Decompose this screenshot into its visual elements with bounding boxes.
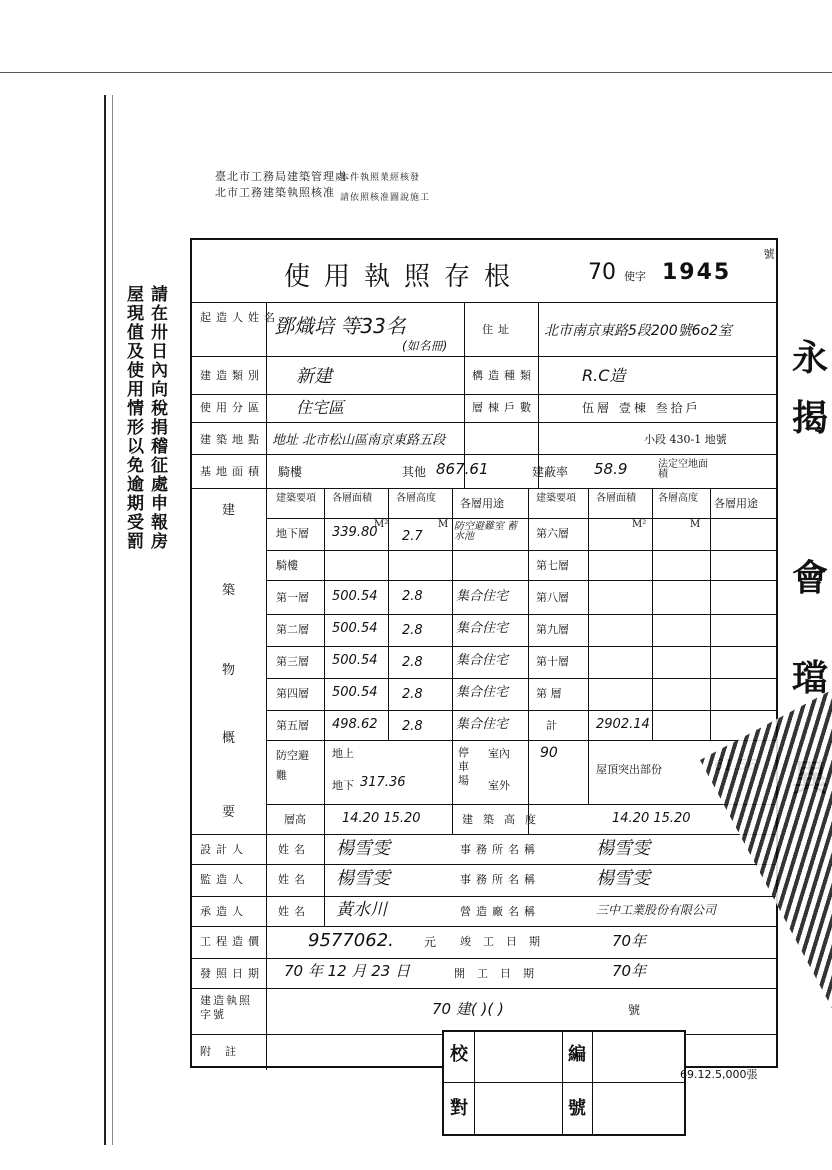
site-value: 地址 北市松山區南京東路五段 [272, 433, 446, 448]
owner-label: 起造人姓名 [200, 311, 280, 324]
cost-label: 工程造價 [200, 935, 264, 948]
floor-name: 第五層 [276, 719, 309, 732]
start-label: 開工日期 [454, 967, 546, 980]
check-stamp [442, 1030, 686, 1136]
units-value: 伍層 壹棟 叁拾戶 [582, 401, 701, 415]
floor-name: 地下層 [276, 527, 309, 540]
check-stamp-char: 編 [568, 1044, 586, 1065]
floor-height-label: 層高 [284, 813, 306, 826]
issue-value: 70 年 12 月 23 日 [284, 962, 411, 980]
form-number: 1945 [662, 260, 732, 285]
floors-header: 建築要項 [536, 493, 576, 504]
unit-mark: M² [632, 519, 647, 530]
floor-name: 第二層 [276, 623, 309, 636]
person-office: 楊雪雯 [596, 838, 650, 859]
floor-height: 2.8 [402, 687, 423, 702]
roof-label: 屋頂突出部份 [596, 763, 662, 776]
build-type-value: 新建 [296, 366, 332, 387]
site-lot: 小段 430-1 地號 [644, 433, 727, 446]
person-office: 楊雪雯 [596, 868, 650, 889]
person-name-label: 姓名 [278, 843, 310, 856]
header-stamp [215, 168, 430, 216]
right-glyph: 會 [792, 557, 829, 599]
person-office: 三中工業股份有限公司 [596, 903, 717, 917]
section-label-char: 建 [222, 503, 236, 518]
building-height-value: 14.20 15.20 [612, 811, 691, 826]
floors-header: 各層用途 [714, 497, 758, 510]
permit-value: 70 建( )( ) [432, 1000, 504, 1018]
start-value: 70年 [612, 962, 647, 980]
form-number-mid: 使字 [624, 270, 646, 283]
floors-header: 各層高度 [658, 493, 698, 504]
floors-header: 各層用途 [460, 497, 504, 510]
floor-area: 498.62 [332, 717, 378, 732]
floor-area: 500.54 [332, 589, 378, 604]
cost-unit: 元 [424, 935, 437, 949]
shelter-label: 防空避難 [276, 749, 309, 782]
shelter-below: 地下 [332, 779, 354, 792]
check-stamp-char: 號 [568, 1098, 586, 1119]
floors-header: 各層高度 [396, 493, 436, 504]
address-value: 北市南京東路5段200號6o2室 [544, 323, 733, 339]
floor-height: 2.7 [402, 529, 423, 544]
coverage-label: 建蔽率 [532, 465, 569, 479]
left-fold-inner [112, 95, 115, 1145]
floor-height: 2.8 [402, 623, 423, 638]
floor-area: 339.80 [332, 525, 378, 540]
issue-label: 發照日期 [200, 967, 264, 980]
base-area-label: 基地面積 [200, 465, 264, 478]
building-height-label: 建築高度 [462, 813, 546, 826]
floor-name-right: 計 [546, 719, 557, 732]
build-type-label: 建造類別 [200, 369, 264, 382]
floor-area: 500.54 [332, 685, 378, 700]
structure-value: R.C造 [582, 366, 626, 385]
right-glyph: 璫 [792, 657, 829, 699]
floor-name-right: 第九層 [536, 623, 569, 636]
floor-name-right: 第十層 [536, 655, 569, 668]
floor-name: 第四層 [276, 687, 309, 700]
person-name: 黃水川 [336, 900, 387, 920]
header-stamp-line: 臺北市工務局建築管理處 [215, 170, 347, 183]
other-value: 867.61 [436, 460, 489, 478]
section-label-char: 要 [222, 805, 236, 820]
floor-use: 集合住宅 [456, 589, 509, 604]
floor-name-right: 第七層 [536, 559, 569, 572]
use-value: 住宅區 [296, 398, 345, 417]
open-space-label: 法定空地面積 [658, 459, 708, 480]
check-stamp-char: 對 [450, 1098, 468, 1119]
cost-value: 9577062. [308, 930, 394, 951]
person-office-label: 事務所名稱 [460, 843, 540, 856]
right-glyph: 揭 [792, 397, 829, 439]
floor-height: 2.8 [402, 589, 423, 604]
floors-header: 各層面積 [332, 493, 372, 504]
section-label-char: 概 [222, 731, 236, 746]
check-stamp-char: 校 [450, 1044, 468, 1065]
units-label: 層棟戶數 [472, 401, 536, 414]
parking-indoor-value: 90 [540, 745, 558, 761]
side-note [118, 285, 168, 615]
form-number-prefix: 70 [588, 260, 616, 285]
floor-name-right: 第六層 [536, 527, 569, 540]
person-name-label: 姓名 [278, 905, 310, 918]
floor-use: 集合住宅 [456, 621, 509, 636]
form-title: 使用執照存根 [284, 262, 525, 292]
shelter-above: 地上 [332, 747, 354, 760]
floor-area: 500.54 [332, 653, 378, 668]
person-name: 楊雪雯 [336, 868, 390, 889]
floors-header: 各層面積 [596, 493, 636, 504]
parking-outdoor: 室外 [488, 779, 510, 792]
total-area: 2902.14 [596, 717, 650, 732]
arcade-label: 騎樓 [278, 465, 303, 479]
permit-label: 建造執照字號 [200, 994, 252, 1021]
use-label: 使用分區 [200, 401, 264, 414]
site-label: 建築地點 [200, 433, 264, 446]
parking-indoor: 室內 [488, 747, 510, 760]
complete-label: 竣工日期 [460, 935, 552, 948]
page-edge-line [0, 72, 832, 73]
floor-height: 2.8 [402, 655, 423, 670]
floor-name: 第三層 [276, 655, 309, 668]
floor-name-right: 第 層 [536, 687, 562, 700]
section-label-char: 物 [222, 663, 236, 678]
person-office-label: 營造廠名稱 [460, 905, 540, 918]
person-role: 承造人 [200, 905, 248, 918]
floors-header: 建築要項 [276, 493, 316, 504]
floor-name-right: 第八層 [536, 591, 569, 604]
person-role: 監造人 [200, 873, 248, 886]
header-stamp-line: 請依照核准圖說施工 [340, 193, 431, 203]
shelter-below-value: 317.36 [360, 775, 406, 790]
parking-label: 停車場 [458, 746, 469, 787]
coverage-value: 58.9 [594, 460, 628, 478]
person-role: 設計人 [200, 843, 248, 856]
side-note-col: 屋現值及使用情形以免逾期受罰 [123, 285, 143, 551]
complete-value: 70年 [612, 932, 647, 950]
floor-use: 集合住宅 [456, 717, 509, 732]
permit-tail: 號 [628, 1003, 641, 1017]
floor-name: 第一層 [276, 591, 309, 604]
owner-note: (如名冊) [402, 339, 448, 353]
left-fold [104, 95, 112, 1145]
person-office-label: 事務所名稱 [460, 873, 540, 886]
right-glyph: 永 [792, 337, 829, 379]
permit-form [190, 238, 778, 1068]
other-label: 其他 [402, 465, 427, 479]
floor-use: 防空避難室 蓄水池 [454, 521, 518, 542]
floor-use: 集合住宅 [456, 653, 509, 668]
print-mark: 69.12.5,000張 [680, 1068, 758, 1081]
form-number-suffix: 號 [762, 248, 775, 259]
owner-value: 鄧熾培 等33名 [274, 314, 406, 338]
unit-mark: M [438, 519, 449, 530]
section-label-char: 築 [222, 583, 236, 598]
structure-label: 構造種類 [472, 369, 536, 382]
person-name: 楊雪雯 [336, 838, 390, 859]
floor-name: 騎樓 [276, 559, 298, 572]
header-stamp-line: 北市工務建築執照核准 [215, 186, 335, 199]
floor-height-value: 14.20 15.20 [342, 811, 421, 826]
address-label: 住址 [482, 323, 514, 336]
unit-mark: M [690, 519, 701, 530]
header-stamp-line: 本件執照業經核發 [340, 173, 421, 183]
remark-label: 附註 [200, 1045, 250, 1058]
floor-area: 500.54 [332, 621, 378, 636]
floor-height: 2.8 [402, 719, 423, 734]
side-note-col: 請在卅日內向稅捐稽征處申報房 [147, 285, 167, 551]
person-name-label: 姓名 [278, 873, 310, 886]
floor-use: 集合住宅 [456, 685, 509, 700]
unit-mark: M² [374, 519, 389, 530]
